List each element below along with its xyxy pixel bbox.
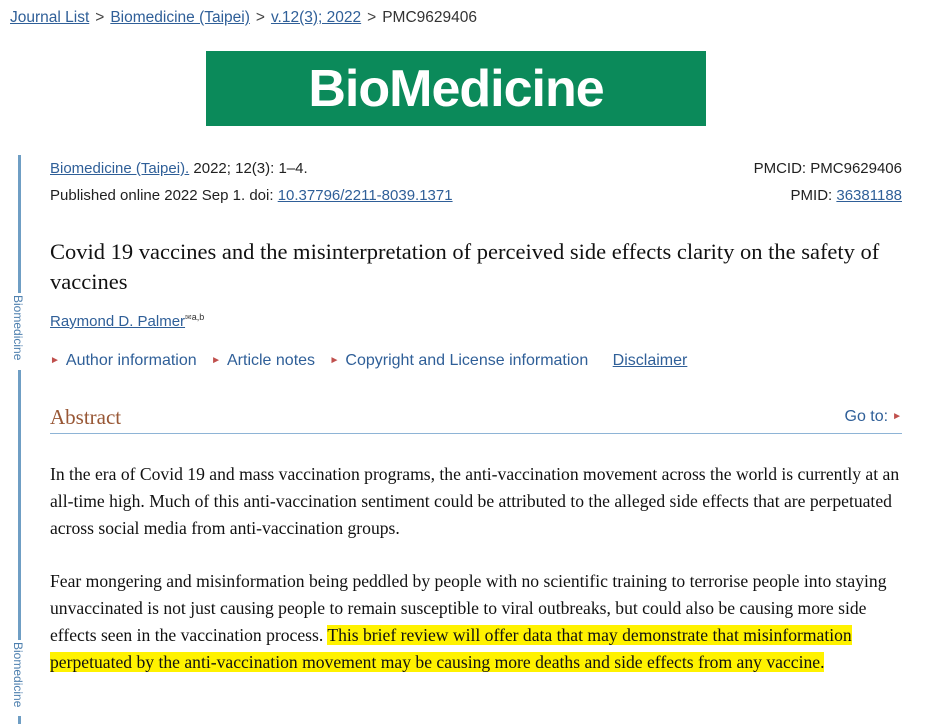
info-links [50,352,687,370]
author-information-label: Author information [65,352,197,369]
breadcrumb-issue[interactable]: v.12(3); 2022 [270,9,362,26]
sidebar-line [18,155,21,293]
breadcrumb-journal[interactable]: Biomedicine (Taipei) [110,9,250,26]
pmcid [754,160,902,177]
sidebar-line [18,370,21,640]
breadcrumb-separator: > [367,9,377,26]
citation-line [50,160,902,177]
highlighted-text: This brief review will offer data that may demonstrate that misinformation perpetuated by the anti-vaccination movement may be causing more deaths and side effects from any vaccine. [50,625,852,672]
triangle-right-icon: ► [892,411,902,422]
sidebar-label[interactable]: Biomedicine [11,642,25,708]
sidebar-line [18,716,21,724]
breadcrumb [10,9,477,27]
abstract-paragraph-2 [50,568,902,676]
author-affiliation-sup: a,b [191,312,205,322]
pmcid-label: PMCID: [753,160,811,177]
mail-icon[interactable]: ✉ [185,313,192,322]
sidebar-label[interactable]: Biomedicine [11,295,25,361]
journal-link[interactable]: Biomedicine (Taipei). [50,160,190,177]
author-line [50,312,204,330]
breadcrumb-separator: > [255,9,265,26]
article-notes-label: Article notes [227,352,316,369]
breadcrumb-separator: > [95,9,105,26]
abstract-section-header [50,405,902,434]
breadcrumb-current: PMC9629406 [382,9,477,26]
goto-label: Go to: [844,408,889,425]
published-line [50,187,902,204]
disclaimer-link[interactable]: Disclaimer [612,352,688,369]
abstract-paragraph-1: In the era of Covid 19 and mass vaccination programs, the anti-vaccination movement across the world is currently at an all-time high. Much of this anti-vaccination sentiment could be attributed to the alleged side effects that are perpetuated across social media from anti-vaccination groups. [50,464,900,538]
breadcrumb-journal-list[interactable]: Journal List [10,9,90,26]
abstract-heading: Abstract [50,405,122,429]
copyright-label: Copyright and License information [345,352,589,369]
journal-banner-text: BioMedicine [308,59,604,118]
triangle-right-icon: ► [50,355,60,366]
pmid-link[interactable]: 36381188 [836,187,902,204]
author-information-toggle[interactable] [50,352,197,369]
abstract-paragraph-2-text: Fear mongering and misinformation being peddled by people with no scientific training to terrorise people into staying unvaccinated is not just causing people to remain susceptible to viral outbreaks, but could also be causing more side effects seen in the vaccination process. [50,571,887,645]
author-link[interactable]: Raymond D. Palmer [50,313,186,330]
article-notes-toggle[interactable] [211,352,315,369]
article-title: Covid 19 vaccines and the misinterpretation of perceived side effects clarity on the safety of vaccines [50,239,880,294]
goto-button[interactable] [845,408,902,426]
pmcid-value: PMC9629406 [810,160,902,177]
triangle-right-icon: ► [329,355,340,366]
pmid-label: PMID: [790,187,837,204]
doi-link[interactable]: 10.37796/2211-8039.1371 [277,187,453,204]
published-text: Published online 2022 Sep 1. doi: [50,187,278,204]
journal-banner[interactable] [206,51,706,126]
pmid [791,187,902,204]
triangle-right-icon: ► [211,355,221,366]
copyright-toggle[interactable] [330,352,589,369]
citation-details: 2022; 12(3): 1–4. [189,160,308,177]
